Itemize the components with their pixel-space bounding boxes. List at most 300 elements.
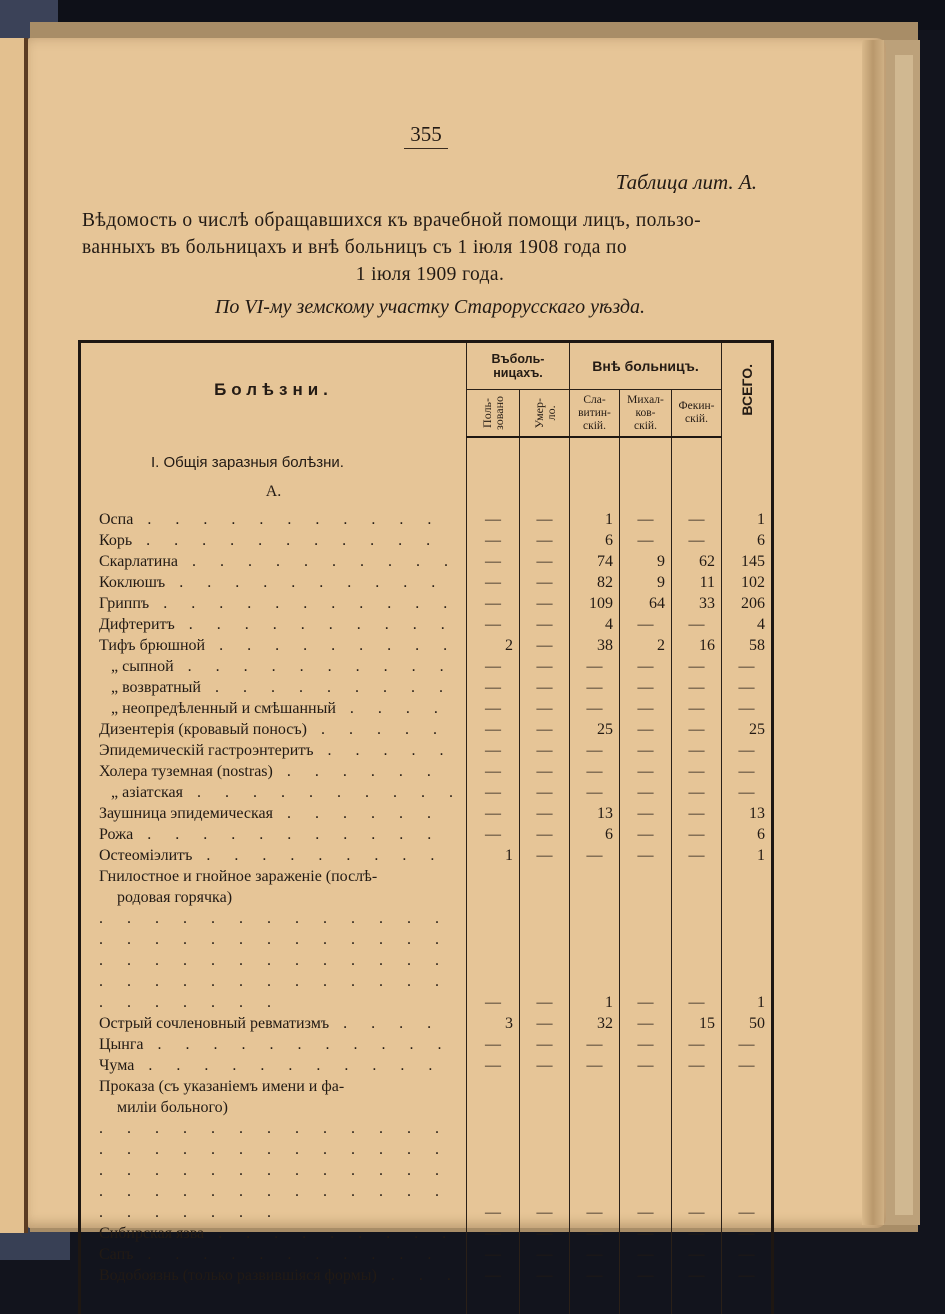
- cell-empty: [520, 1286, 570, 1314]
- table-row: [80, 1055, 773, 1076]
- cell-total: —: [722, 656, 773, 677]
- leader-dots: . . . . . .: [272, 805, 441, 822]
- cell-died: —: [520, 593, 570, 614]
- cell-empty: [620, 437, 672, 473]
- title-line: 1 іюля 1909 года.: [355, 264, 505, 285]
- cell-fekino: —: [672, 1244, 722, 1265]
- page-number: 355: [410, 122, 442, 146]
- disease-name-text: Чума: [99, 1057, 135, 1074]
- disease-name: [80, 635, 467, 656]
- cell-slavitino: 1: [570, 866, 620, 1013]
- cell-fekino: —: [672, 509, 722, 530]
- leader-dots: . . . . . . . . . .: [173, 658, 454, 675]
- disease-name-text: „ сыпной: [111, 658, 174, 675]
- leader-dots: . . . . . . . . . . .: [143, 1036, 452, 1053]
- cell-total: —: [722, 1244, 773, 1265]
- disease-name: [80, 1244, 467, 1265]
- table-row: [80, 719, 773, 740]
- cell-mikhalkovo: —: [620, 1034, 672, 1055]
- leader-dots: . . . . . . . . .: [204, 1225, 457, 1242]
- disease-name: [80, 698, 467, 719]
- cell-fekino: 15: [672, 1013, 722, 1034]
- table-row: [80, 782, 773, 803]
- cell-empty: [620, 473, 672, 509]
- header-mikhalkovo: Михал- ков- скій.: [620, 390, 672, 438]
- cell-died: —: [520, 824, 570, 845]
- disease-name-text: Сапъ: [99, 1246, 134, 1263]
- cell-total: 50: [722, 1013, 773, 1034]
- table-row: [80, 845, 773, 866]
- disease-name: [80, 677, 467, 698]
- cell-fekino: —: [672, 761, 722, 782]
- cell-total: 145: [722, 551, 773, 572]
- table-row: [80, 698, 773, 719]
- disease-name: [80, 572, 467, 593]
- disease-name: [80, 551, 467, 572]
- cell-died: —: [520, 803, 570, 824]
- cell-fekino: —: [672, 1055, 722, 1076]
- cell-empty: [722, 1286, 773, 1314]
- leader-dots: . . . . . . . . . .: [165, 574, 446, 591]
- cell-mikhalkovo: 2: [620, 635, 672, 656]
- disease-name-text: Проказа (съ указаніемъ имени и фа-: [99, 1078, 345, 1095]
- leader-dots: . . . . . . . . . . .: [133, 1246, 442, 1263]
- cell-mikhalkovo: 9: [620, 572, 672, 593]
- cell-slavitino: 6: [570, 824, 620, 845]
- cell-treated: —: [467, 1034, 520, 1055]
- cell-fekino: —: [672, 1034, 722, 1055]
- cell-total: —: [722, 1055, 773, 1076]
- cell-total: 1: [722, 866, 773, 1013]
- disease-name: [80, 803, 467, 824]
- table-row: [80, 1244, 773, 1265]
- cell-mikhalkovo: —: [620, 530, 672, 551]
- leader-dots: . . . . .: [307, 721, 447, 738]
- table-row: [80, 614, 773, 635]
- cell-mikhalkovo: —: [620, 1013, 672, 1034]
- disease-name: [80, 1034, 467, 1055]
- cell-slavitino: 25: [570, 719, 620, 740]
- cell-died: —: [520, 1223, 570, 1244]
- cell-slavitino: 74: [570, 551, 620, 572]
- cell-slavitino: 109: [570, 593, 620, 614]
- cell-mikhalkovo: —: [620, 1223, 672, 1244]
- cell-slavitino: —: [570, 1055, 620, 1076]
- cell-mikhalkovo: —: [620, 698, 672, 719]
- section-row: [80, 437, 773, 473]
- cell-died: —: [520, 677, 570, 698]
- cell-empty: [570, 1286, 620, 1314]
- disease-name-text: Холера туземная (nostras): [99, 763, 273, 780]
- table-body: [80, 437, 773, 1314]
- disease-name-text: Гнилостное и гнойное зараженіе (послѣ-: [99, 868, 378, 885]
- cell-total: —: [722, 1076, 773, 1223]
- leader-dots: . . . .: [329, 1015, 442, 1032]
- cell-empty: [520, 473, 570, 509]
- cell-died: —: [520, 866, 570, 1013]
- cell-treated: —: [467, 509, 520, 530]
- cell-died: —: [520, 614, 570, 635]
- table-row: [80, 1076, 773, 1223]
- disease-name: [80, 530, 467, 551]
- cell-empty: [520, 437, 570, 473]
- leader-dots: . . . . . . . . . . .: [149, 595, 458, 612]
- cell-fekino: —: [672, 782, 722, 803]
- cell-mikhalkovo: —: [620, 1076, 672, 1223]
- section-title: I. Общія заразныя болѣзни.: [80, 437, 467, 473]
- leader-dots: . . . . . . . . .: [200, 679, 453, 696]
- cell-total: —: [722, 761, 773, 782]
- disease-name-text: Корь: [99, 532, 133, 549]
- header-died-label: Умер- ло.: [531, 397, 558, 429]
- cell-empty: [672, 1286, 722, 1314]
- cell-died: —: [520, 656, 570, 677]
- disease-name-continued: родовая горячка): [117, 889, 233, 906]
- header-slavitino: Сла- витин- скій.: [570, 390, 620, 438]
- leader-dots: . . . . . . . . .: [192, 847, 445, 864]
- disease-name-text: „ возвратный: [111, 679, 201, 696]
- cell-treated: —: [467, 1076, 520, 1223]
- cell-fekino: 11: [672, 572, 722, 593]
- cell-total: —: [722, 740, 773, 761]
- table-row: [80, 677, 773, 698]
- cell-empty: [467, 1286, 520, 1314]
- cell-treated: —: [467, 782, 520, 803]
- leader-dots: . . . . . . . . . . .: [132, 532, 441, 549]
- cell-empty: [80, 1286, 467, 1314]
- leader-dots: . . . .: [335, 700, 448, 717]
- table-row: [80, 593, 773, 614]
- disease-name-text: Рожа: [99, 826, 134, 843]
- disease-name: [80, 824, 467, 845]
- cell-died: —: [520, 761, 570, 782]
- cell-treated: —: [467, 1244, 520, 1265]
- cell-fekino: —: [672, 866, 722, 1013]
- disease-name: [80, 593, 467, 614]
- cell-mikhalkovo: —: [620, 1244, 672, 1265]
- cell-treated: —: [467, 1055, 520, 1076]
- disease-name-text: Дизентерія (кровавый поносъ): [99, 721, 307, 738]
- cell-fekino: —: [672, 530, 722, 551]
- cell-treated: —: [467, 803, 520, 824]
- disease-name: [80, 1223, 467, 1244]
- cell-total: 102: [722, 572, 773, 593]
- disease-name-text: Водобоязнь (только развившіяся формы): [99, 1267, 377, 1284]
- table-row: [80, 1265, 773, 1286]
- disease-name-text: Заушница эпидемическая: [99, 805, 273, 822]
- cell-died: —: [520, 1244, 570, 1265]
- cell-slavitino: 4: [570, 614, 620, 635]
- leader-dots: . . . . . . . . . .: [174, 616, 455, 633]
- cell-total: —: [722, 698, 773, 719]
- table-row: [80, 530, 773, 551]
- cell-slavitino: —: [570, 1265, 620, 1286]
- cell-total: 25: [722, 719, 773, 740]
- left-page-edge: [0, 38, 28, 1233]
- cell-died: —: [520, 1265, 570, 1286]
- cell-mikhalkovo: —: [620, 845, 672, 866]
- cell-treated: —: [467, 1223, 520, 1244]
- page-number-underline: [404, 148, 448, 149]
- cell-died: —: [520, 698, 570, 719]
- cell-died: —: [520, 509, 570, 530]
- header-treated-label: Поль- зовано: [480, 396, 506, 430]
- cell-mikhalkovo: —: [620, 614, 672, 635]
- cell-fekino: —: [672, 698, 722, 719]
- cell-died: —: [520, 1076, 570, 1223]
- header-diseases: Болѣзни.: [80, 342, 467, 438]
- disease-name: [80, 740, 467, 761]
- cell-treated: —: [467, 866, 520, 1013]
- cell-slavitino: —: [570, 1076, 620, 1223]
- disease-name: [80, 614, 467, 635]
- cell-empty: [467, 437, 520, 473]
- cell-total: 4: [722, 614, 773, 635]
- cell-treated: —: [467, 656, 520, 677]
- cell-slavitino: 32: [570, 1013, 620, 1034]
- table-row: [80, 1034, 773, 1055]
- cell-slavitino: —: [570, 1034, 620, 1055]
- cell-total: 1: [722, 509, 773, 530]
- cell-total: 6: [722, 824, 773, 845]
- cell-total: —: [722, 1034, 773, 1055]
- cell-treated: —: [467, 677, 520, 698]
- cell-total: 6: [722, 530, 773, 551]
- cell-slavitino: —: [570, 698, 620, 719]
- cell-died: —: [520, 635, 570, 656]
- cell-empty: [570, 437, 620, 473]
- cell-fekino: —: [672, 824, 722, 845]
- cell-treated: —: [467, 824, 520, 845]
- disease-name-text: Гриппъ: [99, 595, 150, 612]
- cell-died: —: [520, 1034, 570, 1055]
- cell-mikhalkovo: —: [620, 656, 672, 677]
- disease-name-text: Оспа: [99, 511, 134, 528]
- cell-total: 13: [722, 803, 773, 824]
- disease-name-text: Дифтеритъ: [99, 616, 175, 633]
- cell-mikhalkovo: —: [620, 1265, 672, 1286]
- disease-table: [78, 340, 774, 1314]
- leader-dots: . . . . . . . . . . . . . . . . . . . . . . . . . . . . . . . . . . . . . . . . . . . . . . . . . . . . . . . . . . .: [99, 1120, 449, 1221]
- cell-mikhalkovo: —: [620, 719, 672, 740]
- header-in-hospitals-label: Въболь-ницахъ.: [491, 352, 545, 380]
- leader-dots: . . . . . .: [272, 763, 441, 780]
- cell-died: —: [520, 782, 570, 803]
- cell-mikhalkovo: —: [620, 866, 672, 1013]
- disease-name-text: Сибирская язва: [99, 1225, 205, 1242]
- disease-name-text: Остеоміэлитъ: [99, 847, 193, 864]
- cell-slavitino: —: [570, 677, 620, 698]
- cell-treated: —: [467, 614, 520, 635]
- table-row: [80, 551, 773, 572]
- cell-slavitino: —: [570, 740, 620, 761]
- cell-mikhalkovo: —: [620, 824, 672, 845]
- leader-dots: . . . . . . . . . . . . . . . . . . . . . . . . . . . . . . . . . . . . . . . . . . . . . . . . . . . . . . . . . . .: [99, 910, 449, 1011]
- cell-fekino: —: [672, 1265, 722, 1286]
- disease-name-continued: миліи больного): [117, 1099, 228, 1116]
- cell-treated: —: [467, 719, 520, 740]
- disease-name: [80, 1013, 467, 1034]
- disease-name-text: Цынга: [99, 1036, 144, 1053]
- cell-mikhalkovo: —: [620, 1055, 672, 1076]
- cell-died: —: [520, 1013, 570, 1034]
- cell-treated: 3: [467, 1013, 520, 1034]
- cell-died: —: [520, 572, 570, 593]
- cell-total: —: [722, 782, 773, 803]
- disease-name-text: Скарлатина: [99, 553, 178, 570]
- leader-dots: . . . . . . . . . .: [177, 553, 458, 570]
- disease-name: [80, 509, 467, 530]
- table-row: [80, 1013, 773, 1034]
- cell-treated: —: [467, 698, 520, 719]
- disease-name: [80, 1076, 467, 1223]
- cell-empty: [672, 473, 722, 509]
- header-fekino: Фекин- скій.: [672, 390, 722, 438]
- cell-died: —: [520, 1055, 570, 1076]
- table-row: [80, 740, 773, 761]
- cell-total: 206: [722, 593, 773, 614]
- cell-empty: [722, 437, 773, 473]
- cell-mikhalkovo: —: [620, 509, 672, 530]
- cell-treated: 1: [467, 845, 520, 866]
- cell-died: —: [520, 740, 570, 761]
- title-line: Вѣдомость о числѣ обращавшихся къ врачебной помощи лицъ, пользо-: [82, 210, 702, 231]
- header-treated: [467, 390, 520, 438]
- cell-slavitino: —: [570, 1244, 620, 1265]
- cell-treated: 2: [467, 635, 520, 656]
- table-reference: Таблица лит. А.: [615, 170, 757, 194]
- header-died: [520, 390, 570, 438]
- header-total-label: ВСЕГО.: [738, 364, 755, 416]
- cell-treated: —: [467, 530, 520, 551]
- cell-slavitino: 38: [570, 635, 620, 656]
- cell-slavitino: —: [570, 761, 620, 782]
- leader-dots: . . . . . . . . . . .: [133, 511, 442, 528]
- cell-fekino: —: [672, 677, 722, 698]
- cell-slavitino: 1: [570, 509, 620, 530]
- disease-name-text: Эпидемическій гастроэнтеритъ: [99, 742, 314, 759]
- table-row: [80, 656, 773, 677]
- cell-fekino: 62: [672, 551, 722, 572]
- cell-fekino: —: [672, 1223, 722, 1244]
- table-row: [80, 635, 773, 656]
- disease-name-text: „ азіатская: [111, 784, 183, 801]
- cell-empty: [467, 473, 520, 509]
- disease-name: [80, 656, 467, 677]
- cell-slavitino: 13: [570, 803, 620, 824]
- cell-fekino: —: [672, 740, 722, 761]
- title-line: ванныхъ въ больницахъ и внѣ больницъ съ 1 іюля 1908 года по: [82, 237, 628, 258]
- page-edge-shadow: [862, 40, 884, 1225]
- cell-empty: [672, 437, 722, 473]
- cell-empty: [620, 1286, 672, 1314]
- cell-treated: —: [467, 593, 520, 614]
- cell-mikhalkovo: —: [620, 782, 672, 803]
- cell-slavitino: —: [570, 1223, 620, 1244]
- cell-mikhalkovo: —: [620, 740, 672, 761]
- cell-fekino: —: [672, 719, 722, 740]
- cell-slavitino: 6: [570, 530, 620, 551]
- leader-dots: . . .: [376, 1267, 461, 1284]
- disease-name-text: „ неопредѣленный и смѣшанный: [111, 700, 336, 717]
- cell-died: —: [520, 530, 570, 551]
- table-row: [80, 866, 773, 1013]
- cell-empty: [570, 473, 620, 509]
- leader-dots: . . . . . . . . . . .: [133, 826, 442, 843]
- table-row: [80, 572, 773, 593]
- subsection-row: [80, 473, 773, 509]
- table-row: [80, 803, 773, 824]
- disease-name-text: Тифъ брюшной: [99, 637, 206, 654]
- table-row: [80, 824, 773, 845]
- leader-dots: . . . . .: [313, 742, 454, 759]
- header-in-hospitals: [467, 342, 570, 390]
- disease-name: [80, 1265, 467, 1286]
- leader-dots: . . . . . . . . . . .: [134, 1057, 443, 1074]
- disease-name: [80, 761, 467, 782]
- cell-mikhalkovo: —: [620, 677, 672, 698]
- cell-fekino: —: [672, 614, 722, 635]
- disease-name: [80, 1055, 467, 1076]
- cell-treated: —: [467, 740, 520, 761]
- cell-died: —: [520, 719, 570, 740]
- document-title: [82, 207, 778, 288]
- table-tail: [80, 1286, 773, 1314]
- disease-name: [80, 866, 467, 1013]
- cell-mikhalkovo: 9: [620, 551, 672, 572]
- cell-treated: —: [467, 572, 520, 593]
- document-subtitle: По VI-му земскому участку Старорусскаго уѣзда.: [214, 296, 646, 318]
- cell-total: —: [722, 1265, 773, 1286]
- cell-slavitino: —: [570, 656, 620, 677]
- cell-died: —: [520, 845, 570, 866]
- cell-fekino: —: [672, 656, 722, 677]
- cell-fekino: 16: [672, 635, 722, 656]
- cell-total: 58: [722, 635, 773, 656]
- cell-total: —: [722, 1223, 773, 1244]
- page-block-edge: [895, 55, 913, 1215]
- disease-name-text: Коклюшъ: [99, 574, 166, 591]
- table-row: [80, 509, 773, 530]
- table-row: [80, 1223, 773, 1244]
- cell-empty: [722, 473, 773, 509]
- table-row: [80, 761, 773, 782]
- cell-total: —: [722, 677, 773, 698]
- cell-treated: —: [467, 551, 520, 572]
- cell-fekino: —: [672, 1076, 722, 1223]
- cell-treated: —: [467, 761, 520, 782]
- leader-dots: . . . . . . . . .: [205, 637, 458, 654]
- cell-fekino: 33: [672, 593, 722, 614]
- cell-mikhalkovo: —: [620, 803, 672, 824]
- cell-mikhalkovo: 64: [620, 593, 672, 614]
- header-total: [722, 342, 773, 438]
- cell-mikhalkovo: —: [620, 761, 672, 782]
- cell-died: —: [520, 551, 570, 572]
- cell-fekino: —: [672, 845, 722, 866]
- cell-slavitino: —: [570, 845, 620, 866]
- cell-total: 1: [722, 845, 773, 866]
- disease-name: [80, 845, 467, 866]
- disease-name-text: Острый сочленовный ревматизмъ: [99, 1015, 330, 1032]
- cell-slavitino: 82: [570, 572, 620, 593]
- disease-name: [80, 719, 467, 740]
- cell-treated: —: [467, 1265, 520, 1286]
- header-outside-hospitals: Внѣ больницъ.: [570, 342, 722, 390]
- leader-dots: . . . . . . . . . .: [182, 784, 463, 801]
- cell-fekino: —: [672, 803, 722, 824]
- subsection-title: А.: [80, 473, 467, 509]
